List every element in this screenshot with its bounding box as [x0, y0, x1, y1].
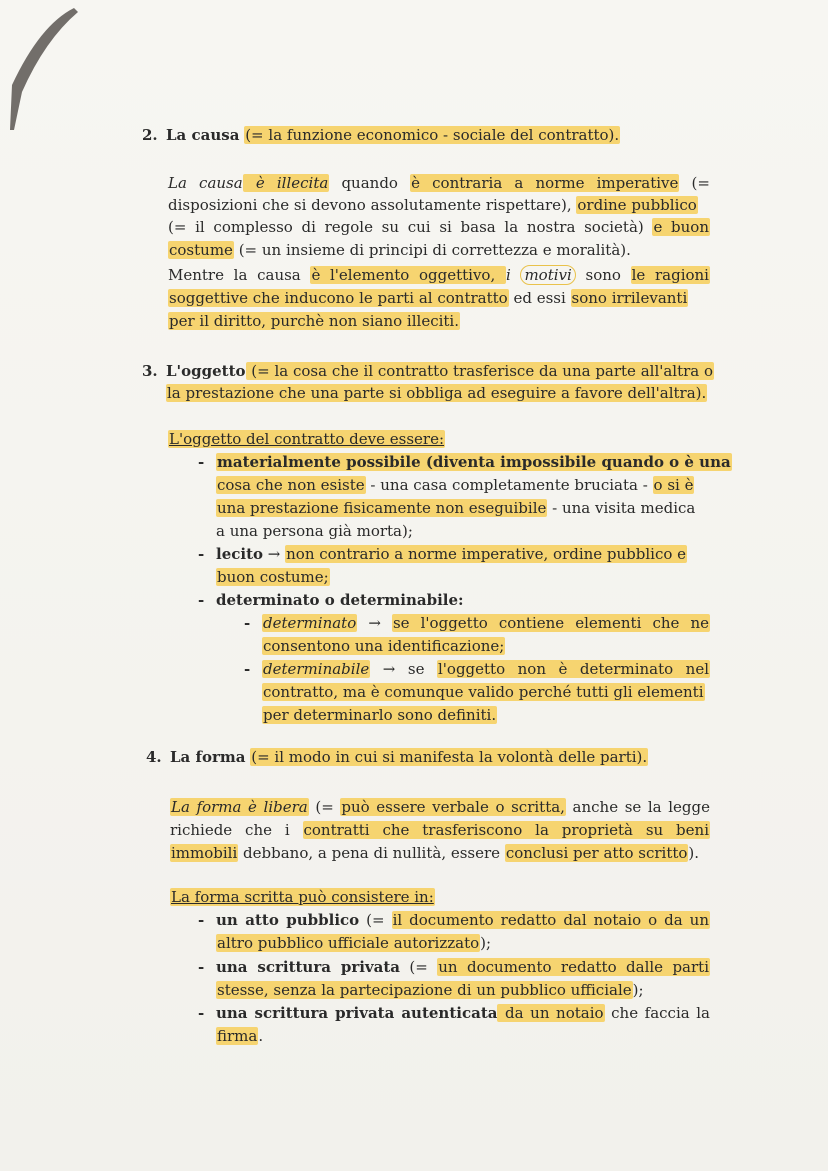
oggetto-item-1-line-4: a una persona già morta);	[216, 522, 413, 540]
forma-item-2-line-1: una scrittura privata (= un documento redatto dalle parti	[216, 958, 709, 976]
forma-item-1-line-2: altro pubblico ufficiale autorizzato);	[217, 934, 492, 952]
forma-line-2: richiede che i contratti che trasferiscono la proprietà su beni	[170, 821, 709, 839]
oggetto-list-intro: L'oggetto del contratto deve essere:	[169, 430, 445, 448]
determinato-line-2: consentono una identificazione;	[263, 637, 505, 655]
oggetto-item-3: determinato o determinabile:	[216, 591, 464, 609]
forma-item-1-line-1: un atto pubblico (= il documento redatto dal notaio o da un	[216, 911, 709, 929]
forma-line-1: La forma è libera (= può essere verbale o scritta, anche se la legge	[171, 798, 710, 816]
determinabile-line-3: per determinarlo sono definiti.	[263, 706, 497, 724]
section-2-heading: La causa (= la funzione economico - sociale del contratto).	[166, 126, 620, 144]
causa-line-4: costume (= un insieme di principi di correttezza e moralità).	[169, 241, 631, 259]
pencil-mark	[0, 0, 90, 130]
section-2-number: 2.	[142, 126, 158, 144]
causa-line-2: disposizioni che si devono assolutamente rispettare), ordine pubblico	[168, 196, 697, 214]
oggetto-item-1-line-2: cosa che non esiste - una casa completamente bruciata - o si è	[217, 476, 694, 494]
bullet-dash: -	[198, 591, 205, 609]
forma-item-3-line-1: una scrittura privata autenticata da un notaio che faccia la	[216, 1004, 710, 1022]
bullet-dash: -	[198, 453, 205, 471]
oggetto-item-1-line-3: una prestazione fisicamente non eseguibile - una visita medica	[217, 499, 696, 517]
oggetto-item-2-line-1: lecito → non contrario a norme imperative, ordine pubblico e	[216, 545, 687, 563]
forma-line-3: immobili debbano, a pena di nullità, essere conclusi per atto scritto).	[171, 844, 700, 862]
determinabile-line-1: determinabile → se l'oggetto non è determinato nel	[263, 660, 710, 678]
section-3-number: 3.	[142, 362, 158, 380]
causa-line-7: per il diritto, purchè non siano illeciti.	[169, 312, 459, 330]
sub-bullet-dash: -	[244, 660, 251, 678]
causa-line-3: (= il complesso di regole su cui si basa la nostra società) e buon	[168, 218, 709, 236]
oggetto-item-1-line-1: materialmente possibile (diventa impossibile quando o è una	[217, 453, 731, 471]
oggetto-item-2-line-2: buon costume;	[217, 568, 329, 586]
determinato-line-1: determinato → se l'oggetto contiene elementi che ne	[263, 614, 710, 632]
section-3-heading-cont: la prestazione che una parte si obbliga ad eseguire a favore dell'altra).	[167, 384, 707, 402]
causa-line-5: Mentre la causa è l'elemento oggettivo, i motivi sono le ragioni	[168, 266, 709, 284]
bullet-dash: -	[198, 958, 205, 976]
forma-list-intro: La forma scritta può consistere in:	[171, 888, 434, 906]
causa-line-6: soggettive che inducono le parti al contratto ed essi sono irrilevanti	[169, 289, 688, 307]
forma-item-2-line-2: stesse, senza la partecipazione di un pubblico ufficiale);	[217, 981, 644, 999]
forma-item-3-line-2: firma.	[217, 1027, 264, 1045]
section-3-heading: L'oggetto (= la cosa che il contratto trasferisce da una parte all'altra o	[166, 362, 714, 380]
section-4-heading: La forma (= il modo in cui si manifesta la volontà delle parti).	[170, 748, 648, 766]
section-4-number: 4.	[146, 748, 162, 766]
bullet-dash: -	[198, 1004, 205, 1022]
sub-bullet-dash: -	[244, 614, 251, 632]
bullet-dash: -	[198, 911, 205, 929]
bullet-dash: -	[198, 545, 205, 563]
determinabile-line-2: contratto, ma è comunque valido perché tutti gli elementi	[263, 683, 704, 701]
causa-line-1: La causa è illecita quando è contraria a norme imperative (=	[168, 174, 710, 192]
